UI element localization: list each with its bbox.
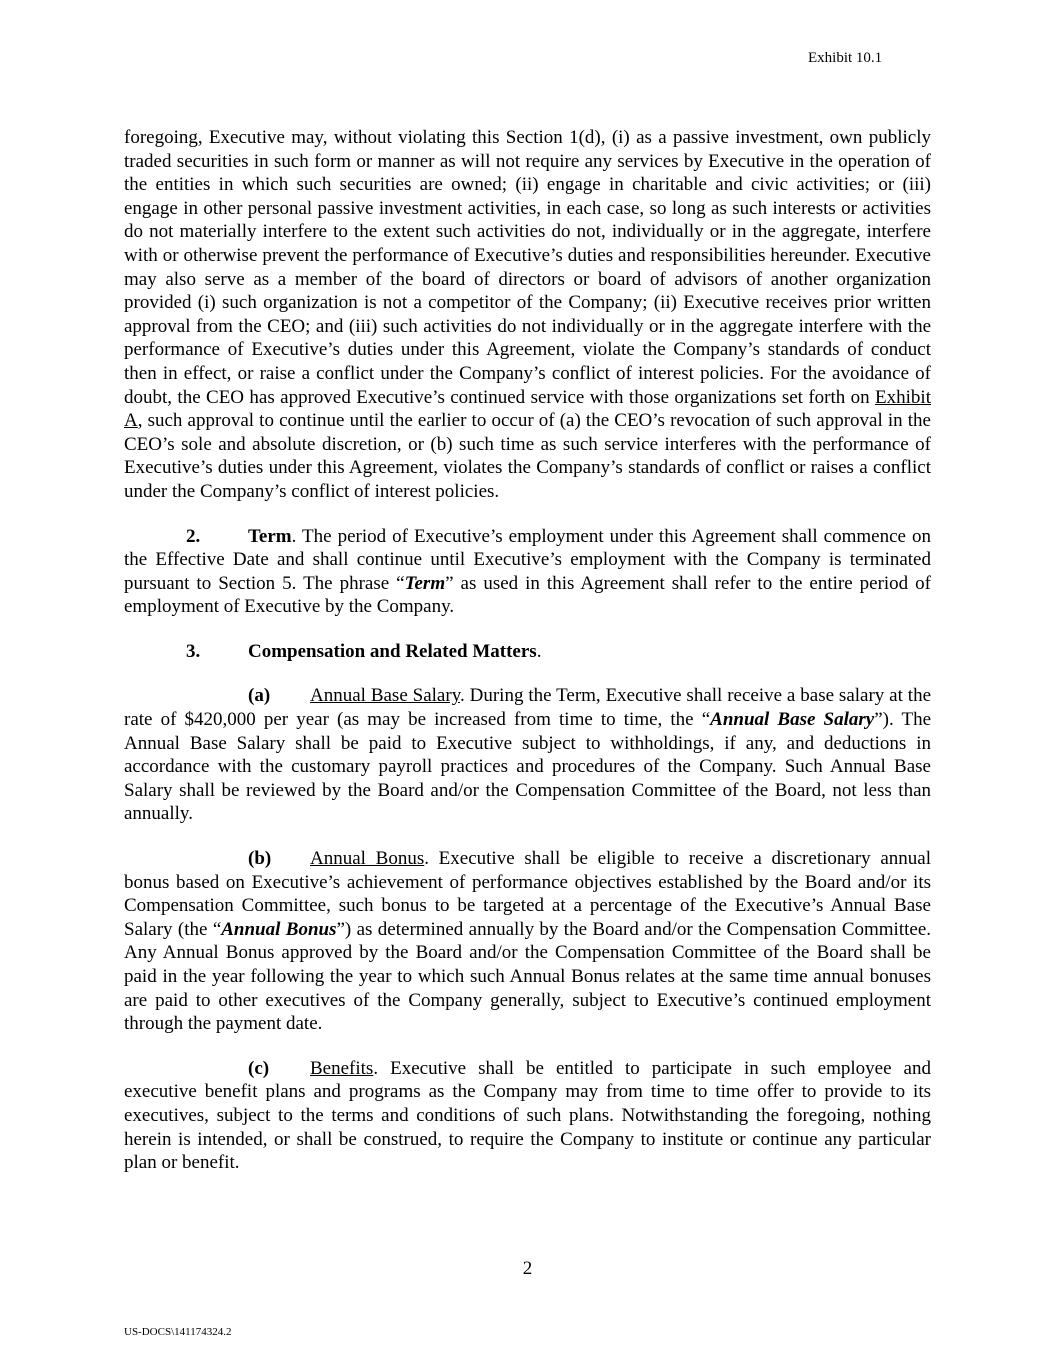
subsection-label: (a) <box>248 685 271 707</box>
defined-term: Annual Base Salary <box>710 709 875 731</box>
paragraph-section-2 <box>124 525 931 619</box>
paragraph-section-3b <box>124 847 931 1036</box>
section-number: 3. <box>186 640 201 662</box>
paragraph-section-3a <box>124 684 931 826</box>
paragraph-text: ” as used in this Agreement shall refer to the entire period of employment of Executive by the Company. <box>124 572 932 618</box>
paragraph-section-3c <box>124 1057 931 1175</box>
paragraph-text: . Executive shall be eligible to receive a discretionary annual bonus based on Executive’s achievement of performance objectives established by the Board and/or its Compensation Committee, such bonus to be targeted at a percentage of the Executive’s Annual Base Salary (the “ <box>124 848 931 940</box>
section-heading: Term <box>248 525 292 547</box>
paragraph-text: . The period of Executive’s employment under this Agreement shall commence on the Effective Date and shall continue until Executive’s employment with the Company is terminated pursuant to Section 5. The phrase “ <box>124 525 931 594</box>
heading-punctuation: . <box>536 640 542 662</box>
section-heading: Compensation and Related Matters <box>248 640 537 662</box>
subsection-label: (b) <box>248 848 272 870</box>
subsection-label: (c) <box>248 1057 270 1079</box>
defined-term: Annual Bonus <box>221 918 337 940</box>
page-number: 2 <box>522 1258 533 1279</box>
paragraph-section-1d-continued <box>124 126 931 504</box>
paragraph-text: ”). The Annual Base Salary shall be paid to Executive subject to withholdings, if any, and deductions in accordance with the customary payroll practices and procedures of the Company. Such Annual Base Salary shall be reviewed by the Board and/or the Compensation Committee of the Board, not less than annually. <box>124 709 931 825</box>
subsection-heading: Benefits <box>310 1057 374 1079</box>
paragraph-text: , such approval to continue until the earlier to occur of (a) the CEO’s revocation of such approval in the CEO’s sole and absolute discretion, or (b) such time as such service interferes with the performance of Executive’s duties under this Agreement, violates the Company’s standards of conflict or raises a conflict under the Company’s conflict of interest policies. <box>124 410 931 502</box>
exhibit-label: Exhibit 10.1 <box>808 50 883 66</box>
exhibit-a-reference: Exhibit A <box>124 386 931 432</box>
paragraph-section-3 <box>124 640 931 664</box>
section-number: 2. <box>186 525 201 547</box>
document-body <box>124 126 931 1175</box>
paragraph-text: ”) as determined annually by the Board and/or the Compensation Committee. Any Annual Bonus approved by the Board and/or the Compensation Committee of the Board shall be paid in the year following the year to which such Annual Bonus relates at the same time annual bonuses are paid to other executives of the Company generally, subject to Executive’s continued employment through the payment date. <box>124 918 931 1035</box>
subsection-heading: Annual Bonus <box>310 848 425 870</box>
document-id: US-DOCS\141174324.2 <box>124 1326 232 1338</box>
paragraph-text: foregoing, Executive may, without violating this Section 1(d), (i) as a passive investment, own publicly traded securities in such form or manner as will not require any services by Executive in the operation of the entities in which such securities are owned; (ii) engage in charitable and civic activities; or (iii) engage in other personal passive investment activities, in each case, so long as such interests or activities do not materially interfere to the extent such activities do not, individually or in the aggregate, interfere with or otherwise prevent the performance of Executive’s duties and responsibilities hereunder. Executive may also serve as a member of the board of directors or board of advisors of another organization provided (i) such organization is not a competitor of the Company; (ii) Executive receives prior written approval from the CEO; and (iii) such activities do not individually or in the aggregate interfere with the performance of Executive’s duties under this Agreement, violate the Company’s standards of conduct then in effect, or raise a conflict under the Company’s conflict of interest policies. For the avoidance of doubt, the CEO has approved Executive’s continued service with those organizations set forth on <box>124 127 931 408</box>
paragraph-text: . During the Term, Executive shall receive a base salary at the rate of $420,000 per year (as may be increased from time to time, the “ <box>124 685 932 731</box>
defined-term: Term <box>404 572 446 594</box>
subsection-heading: Annual Base Salary <box>310 685 460 707</box>
paragraph-text: . Executive shall be entitled to participate in such employee and executive benefit plans and programs as the Company may from time to time offer to provide to its executives, subject to the terms and conditions of such plans. Notwithstanding the foregoing, nothing herein is intended, or shall be construed, to require the Company to institute or continue any particular plan or benefit. <box>124 1057 931 1174</box>
